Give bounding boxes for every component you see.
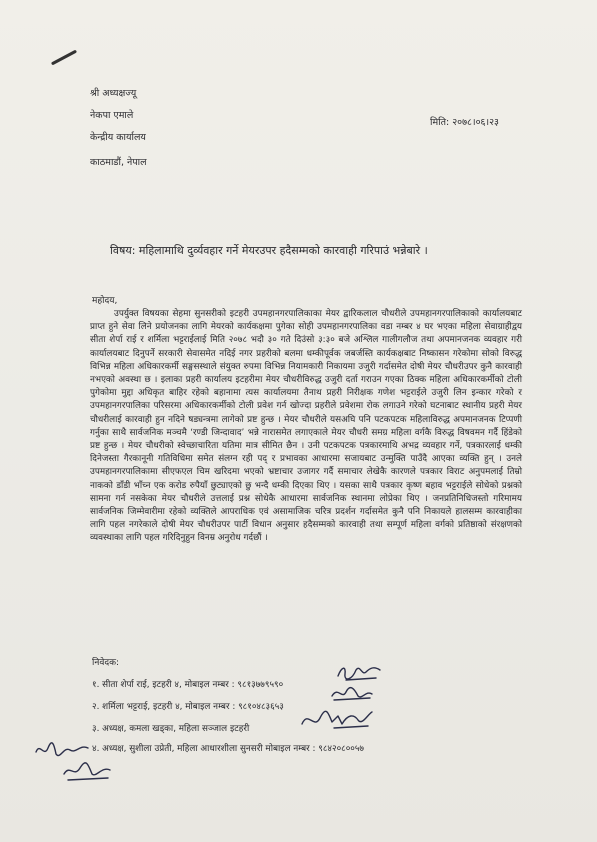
recipient-line-4: काठमाडौं, नेपाल (90, 157, 147, 168)
salutation: महोदय, (92, 296, 118, 306)
signatory-4: ४. अध्यक्ष, सुशीला उप्रेती, महिला आधारशीला सुनसरी मोबाइल नम्बर : ९८४२०८००५७ (92, 744, 365, 754)
closing-label: निवेदक: (92, 658, 120, 668)
letter-subject: विषय: महिलामाथि दुर्व्यवहार गर्ने मेयरउपर हदैसम्मको कारवाही गरिपाउं भन्नेबारे । (110, 244, 428, 257)
recipient-line-2: नेकपा एमाले (90, 110, 134, 121)
signature-5 (62, 760, 114, 784)
recipient-line-3: केन्द्रीय कार्यालय (90, 132, 146, 143)
signatory-2: २. शर्मिला भट्टराई, इटहरी ४, मोबाइल नम्बर : ९८१०४८३६५३ (92, 702, 284, 712)
signatory-3: ३. अध्यक्ष, कमला खड्का, महिला सञ्जाल इटहरी (92, 724, 250, 734)
pen-mark (51, 50, 77, 66)
signature-2 (330, 684, 376, 704)
letter-body: उपर्युक्त विषयका सेहमा सुनसरीको इटहरी उपमहानगरपालिकाका मेयर द्वारिकलाल चौधरीले उपमहानगरपालिकाको कार्यालयबाट प्राप्त हुने सेवा लिने प्रयोजनका लागि मेयरको कार्यकक्षमा पुगेका सोही उपमहानगरपालिका वडा नम्बर ४ घर भएका महिला सेवाग्राहीद्वय सीता शेर्पा राई र शर्मिला भट्टराईलाई मिति २०७८ भदौ ३० गते दिउंसो ३:३० बजे अश्लिल गालीगलौज तथा अपमानजनक व्यवहार गरी कार्यालयबाट दिनुपर्ने सरकारी सेवासमेत नदिई नगर प्रहरीको बलमा धम्कीपूर्वक जबर्जस्ति कार्यकक्षबाट निष्कासन गरेकोमा सोको विरुद्ध विभिन्न महिला अधिकारकर्मी सङ्घसस्थाले संयुक्त रुपमा विभिन्न नियामकारी निकायमा उजुरी गर्दासमेत दोषी मेयर चौधरीउपर कुनै कारवाही नभएको अवस्था छ । इलाका प्रहरी कार्यालय इटहरीमा मेयर चौधरीविरुद्ध उजुरी दर्ता गराउन गएका ठिक्क महिला अधिकारकर्मीको टोली पुगेकोमा मुद्दा अधिकृत बाहिर रहेको बहानामा त्यस कार्यालयमा तैनाथ प्रहरी निरीक्षक गणेश भट्टराईले उजुरी लिन इन्कार गरेको र उपमहानगरपालिका परिसरमा अधिकारकर्मीको टोली प्रवेश गर्न खोज्दा प्रहरीले प्रवेशमा रोक लगाउने गरेको घटनाबाट स्थानीय प्रहरी मेयर चौधरीलाई कारवाही हुन नदिने षड्यन्त्रमा लागेको प्रष्ट हुन्छ । मेयर चौधरीले यसअघि पनि पटकपटक महिलाविरुद्ध अपमानजनक टिप्पणी गर्नुका साथै सार्वजनिक मञ्चमै ‘रण्डी जिन्दावाद’ भन्ने नारासमेत लगाएकाले मेयर चौधरी समग्र महिला वर्गकै विरुद्ध विषवमन गर्दै हिंडेको प्रष्ट हुन्छ । मेयर चौधरीको स्वेच्छाचारिता यतिमा मात्र सीमित छैन । उनी पटकपटक पत्रकारमाथि अभद्र व्यवहार गर्ने, पत्रकारलाई धम्की दिनेजस्ता गैरकानूनी गतिविधिमा समेत संलग्न रही पद्‌ र प्रभावका आधारमा सजायबाट उन्मुक्ति पाउँदै आएका व्यक्ति हुन् । उनले उपमहानगरपालिकामा सीएफएल चिम खरिदमा भएको भ्रष्टाचार उजागर गर्दै समाचार लेखेकै कारणले पत्रकार विराट अनुपमलाई तिम्रो नाकको डाँडी भाँच्न एक करोड रुपैयाँ छुट्याएको छु भन्दै धम्की दिएका थिए । यसका साथै पत्रकार कृष्ण बहाव भट्टराईले सोधेको प्रश्नको सामना गर्न नसकेका मेयर चौधरीले उत्तलाई प्रश्न सोधेकै आधारमा सार्वजनिक स्थानमा लोप्रेका थिए । जनप्रतिनिधिजस्तो गरिमामय सार्वजनिक जिम्मेवारीमा रहेको व्यक्तिले आपराधिक एवं असामाजिक चरित्र प्रदर्शन गर्दासमेत कुनै पनि निकायले हालसम्म कारवाहीका लागि पहल नगरेकाले दोषी मेयर चौधरीउपर पार्टी विधान अनुसार हदैसम्मको कारवाही तथा सम्पूर्ण महिला वर्गको प्रतिष्ठाको संरक्षणको व्यवस्थाका लागि पहल गरिदिनुहुन विनम्र अनुरोध गर्दछौं । (90, 309, 522, 544)
signature-1 (336, 662, 386, 684)
signature-3 (298, 708, 376, 734)
letter-date: मिति: २०७८।०६।२३ (430, 117, 499, 128)
recipient-line-1: श्री अध्यक्षज्यू (90, 88, 137, 99)
signatory-1: १. सीता शेर्पा राई, इटहरी ४, मोबाइल नम्बर : ९८१३७७९५९० (92, 680, 284, 690)
